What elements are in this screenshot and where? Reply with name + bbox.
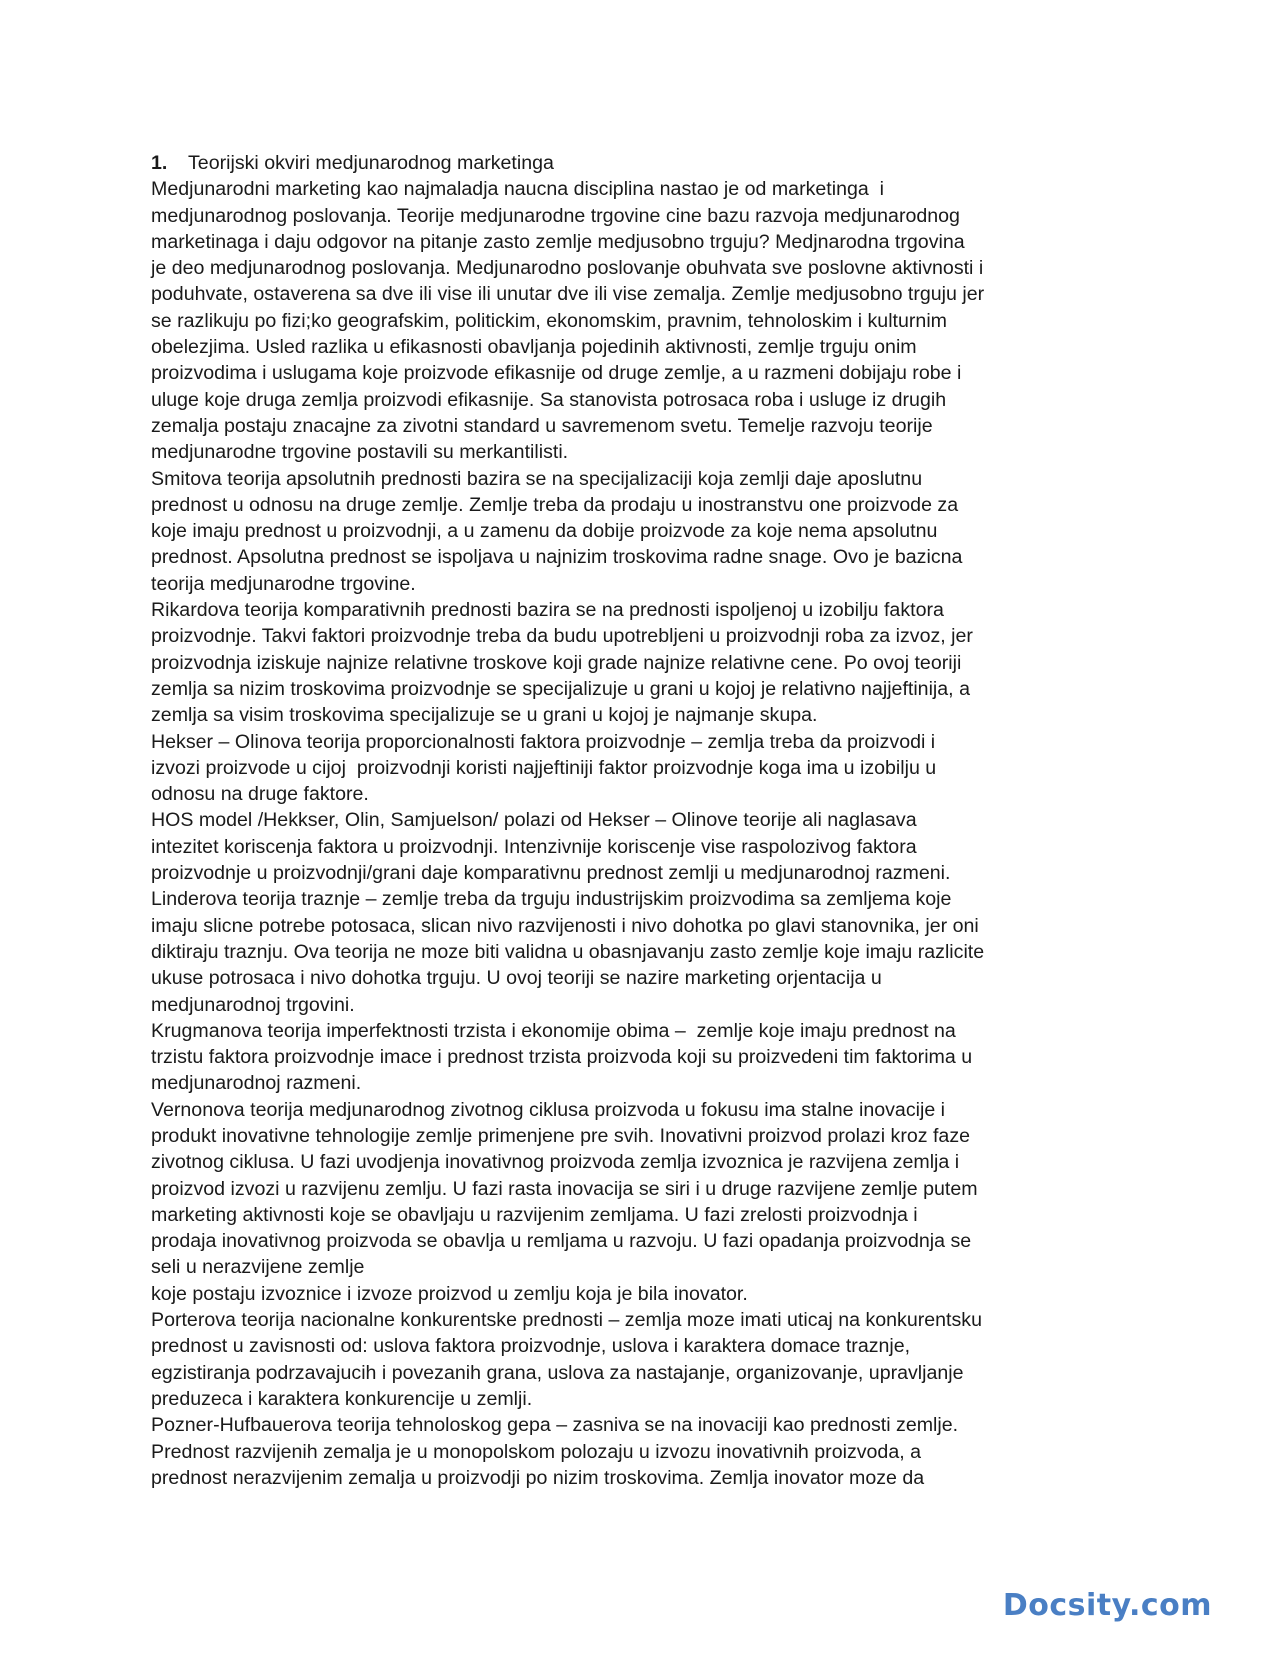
text-line: Pozner-Hufbauerova teorija tehnoloskog gepa – zasniva se na inovaciji kao prednosti zemlje. [151,1414,959,1437]
text-line: medjunarodnoj trgovini. [151,993,355,1016]
text-line: odnosu na druge faktore. [151,783,369,806]
text-line: proizvodnje u proizvodnji/grani daje komparativnu prednost zemlji u medjunarodnoj razmeni. [151,862,951,885]
text-line: proizvodima i uslugama koje proizvode efikasnije od druge zemlje, a u razmeni dobijaju robe i [151,362,962,385]
text-line: marketing aktivnosti koje se obavljaju u razvijenim zemljama. U fazi zrelosti proizvodnja i [151,1203,918,1226]
document-page [151,150,1141,1491]
text-line: Prednost razvijenih zemalja je u monopolskom polozaju u izvozu inovativnih proizvoda, a [151,1440,922,1463]
text-line: imaju slicne potrebe potosaca, slican nivo razvijenosti i nivo dohotka po glavi stanovnika, jer oni [151,914,979,937]
text-line: Vernonova teorija medjunarodnog zivotnog ciklusa proizvoda u fokusu ima stalne inovacije i [151,1098,946,1121]
text-line: koje postaju izvoznice i izvoze proizvod u zemlju koja je bila inovator. [151,1282,748,1305]
text-line: proizvodnje. Takvi faktori proizvodnje treba da budu upotrebljeni u proizvodnji roba za izvoz, jer [151,625,973,648]
text-line: prednost nerazvijenim zemalja u proizvodji po nizim troskovima. Zemlja inovator moze da [151,1466,925,1489]
text-line: zivotnog ciklusa. U fazi uvodjenja inovativnog proizvoda zemlja izvoznica je razvijena zemlja i [151,1151,960,1174]
text-line: Linderova teorija traznje – zemlje treba da trguju industrijskim proizvodima sa zemljema koje [151,888,952,911]
text-line: diktiraju traznju. Ova teorija ne moze biti validna u obasnjavanju zasto zemlje koje imaju razlicite [151,940,985,963]
text-line: preduzeca i karaktera konkurencije u zemlji. [151,1387,533,1410]
text-line: proizvodnja iziskuje najnize relativne troskove koji grade najnize relativne cene. Po ovoj teoriji [151,651,962,674]
text-line: seli u nerazvijene zemlje [151,1256,365,1279]
text-line: je deo medjunarodnog poslovanja. Medjunarodno poslovanje obuhvata sve poslovne aktivnosti i [151,257,984,280]
text-line: Medjunarodni marketing kao najmaladja naucna disciplina nastao je od marketinga i [151,178,885,201]
text-line: medjunarodnog poslovanja. Teorije medjunarodne trgovine cine bazu razvoja medjunarodnog [151,204,960,227]
text-line: prednost u odnosu na druge zemlje. Zemlje treba da prodaju u inostranstvu one proizvode za [151,493,959,516]
text-line: Smitova teorija apsolutnih prednosti bazira se na specijalizaciji koja zemlji daje aposlutnu [151,467,923,490]
text-line: zemlja sa nizim troskovima proizvodnje se specijalizuje u grani u kojoj je relativno najjeftinija, a [151,677,970,700]
text-line: uluge koje druga zemlja proizvodi efikasnije. Sa stanovista potrosaca roba i usluge iz drugih [151,388,947,411]
text-line: poduhvate, ostaverena sa dve ili vise ili unutar dve ili vise zemalja. Zemlje medjusobno trguju jer [151,283,985,306]
text-line: koje imaju prednost u proizvodnji, a u zamenu da dobije proizvode za koje nema apsolutnu [151,520,938,543]
docsity-watermark: Docsity.com [1002,1588,1212,1623]
text-line: prednost u zavisnosti od: uslova faktora proizvodnje, uslova i karaktera domace traznje, [151,1335,911,1358]
text-line: intezitet koriscenja faktora u proizvodnji. Intenzivnije koriscenje vise raspolozivog faktora [151,835,917,858]
text-line: prednost. Apsolutna prednost se ispoljava u najnizim troskovima radne snage. Ovo je bazicna [151,546,963,569]
text-line: marketinaga i daju odgovor na pitanje zasto zemlje medjusobno trguju? Medjnarodna trgovina [151,230,965,253]
text-line: zemalja postaju znacajne za zivotni standard u savremenom svetu. Temelje razvoju teorije [151,414,933,437]
heading-title: Teorijski okviri medjunarodnog marketinga [188,152,554,174]
text-line: ukuse potrosaca i nivo dohotka trguju. U ovoj teoriji se nazire marketing orjentacija u [151,967,882,990]
heading-number: 1. [151,152,168,174]
text-line: obelezjima. Usled razlika u efikasnosti obavljanja pojedinih aktivnosti, zemlje trguju onim [151,336,917,359]
text-line: prodaja inovativnog proizvoda se obavlja u remljama u razvoju. U fazi opadanja proizvodnja se [151,1230,972,1253]
text-line: teorija medjunarodne trgovine. [151,572,416,595]
text-line: Rikardova teorija komparativnih prednosti bazira se na prednosti ispoljenoj u izobilju faktora [151,599,944,622]
body-text [151,176,1141,1491]
text-line: Porterova teorija nacionalne konkurentske prednosti – zemlja moze imati uticaj na konkurentsku [151,1309,982,1332]
text-line: medjunarodnoj razmeni. [151,1072,362,1095]
text-line: proizvod izvozi u razvijenu zemlju. U fazi rasta inovacija se siri i u druge razvijene zemlje putem [151,1177,978,1200]
text-line: trzistu faktora proizvodnje imace i prednost trzista proizvoda koji su proizvedeni tim faktorima u [151,1046,973,1069]
text-line: medjunarodne trgovine postavili su merkantilisti. [151,441,569,464]
text-line: se razlikuju po fizi;ko geografskim, politickim, ekonomskim, pravnim, tehnoloskim i kulturnim [151,309,947,332]
text-line: izvozi proizvode u cijoj proizvodnji koristi najjeftiniji faktor proizvodnje koga ima u izobilju u [151,756,937,779]
text-line: Hekser – Olinova teorija proporcionalnosti faktora proizvodnje – zemlja treba da proizvodi i [151,730,936,753]
text-line: produkt inovativne tehnologije zemlje primenjene pre svih. Inovativni proizvod prolazi kroz faze [151,1124,971,1147]
text-line: Krugmanova teorija imperfektnosti trzista i ekonomije obima – zemlje koje imaju prednost na [151,1019,956,1042]
section-heading [151,150,1141,176]
text-line: egzistiranja podrzavajucih i povezanih grana, uslova za nastajanje, organizovanje, upravljanje [151,1361,964,1384]
text-line: HOS model /Hekkser, Olin, Samjuelson/ polazi od Hekser – Olinove teorije ali naglasava [151,809,917,832]
text-line: zemlja sa visim troskovima specijalizuje se u grani u kojoj je najmanje skupa. [151,704,818,727]
